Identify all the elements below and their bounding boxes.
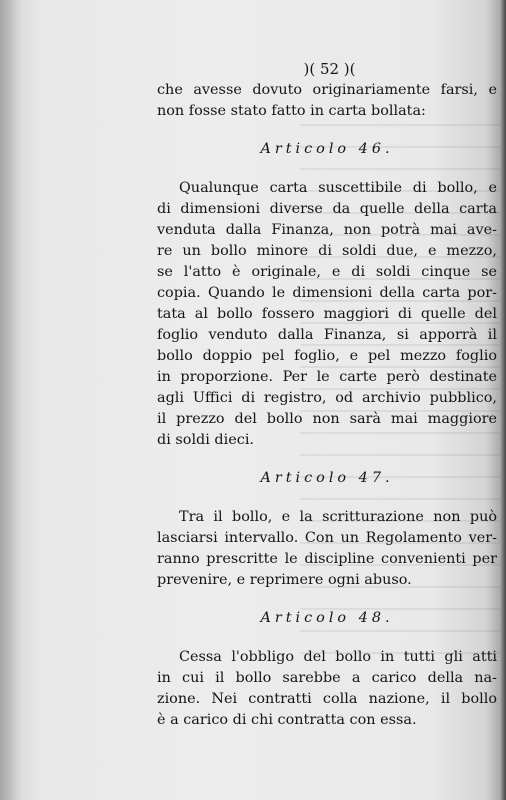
text-line: se l'atto è originale, e di soldi cinque se: [157, 264, 497, 280]
text-line: in proporzione. Per le carte però destinate: [157, 369, 497, 385]
text-line: in cui il bollo sarebbe a carico della na-: [157, 670, 497, 686]
text-line: agli Uffici di registro, od archivio pubblico,: [157, 390, 497, 406]
text-line: ranno prescritte le discipline convenienti per: [157, 551, 497, 567]
text-line: foglio venduto dalla Finanza, si apporrà il: [157, 327, 497, 343]
gutter-shadow: [0, 0, 22, 800]
text-line: re un bollo minore di soldi due, e mezzo,: [157, 243, 497, 259]
text-line: prevenire, e reprimere ogni abuso.: [157, 572, 412, 588]
text-line: non fosse stato fatto in carta bollata:: [157, 103, 426, 119]
text-line: il prezzo del bollo non sarà mai maggiore: [157, 411, 497, 427]
text-line: che avesse dovuto originariamente farsi, e: [157, 82, 497, 98]
text-line: è a carico di chi contratta con essa.: [157, 712, 417, 728]
page-edge-shadow: [500, 0, 506, 800]
text-line: Cessa l'obbligo del bollo in tutti gli atti: [179, 649, 497, 665]
page-text: [157, 58, 497, 731]
text-line: lasciarsi intervallo. Con un Regolamento ver-: [157, 530, 497, 546]
text-line: bollo doppio pel foglio, e pel mezzo foglio: [157, 348, 497, 364]
text-line: Tra il bollo, e la scritturazione non può: [179, 509, 497, 525]
text-line: venduta dalla Finanza, non potrà mai ave-: [157, 222, 497, 238]
text-line: tata al bollo fossero maggiori di quelle del: [157, 306, 497, 322]
article-46-heading: Articolo 46.: [260, 141, 394, 157]
text-line: Qualunque carta suscettibile di bollo, e: [179, 180, 497, 196]
page-number: )( 52 )(: [303, 60, 356, 78]
article-47-heading: Articolo 47.: [260, 470, 394, 486]
text-line: di soldi dieci.: [157, 432, 254, 448]
text-line: di dimensioni diverse da quelle della carta: [157, 201, 497, 217]
article-48-heading: Articolo 48.: [260, 610, 394, 626]
text-line: copia. Quando le dimensioni della carta por-: [157, 285, 497, 301]
text-line: zione. Nei contratti colla nazione, il bollo: [157, 691, 497, 707]
